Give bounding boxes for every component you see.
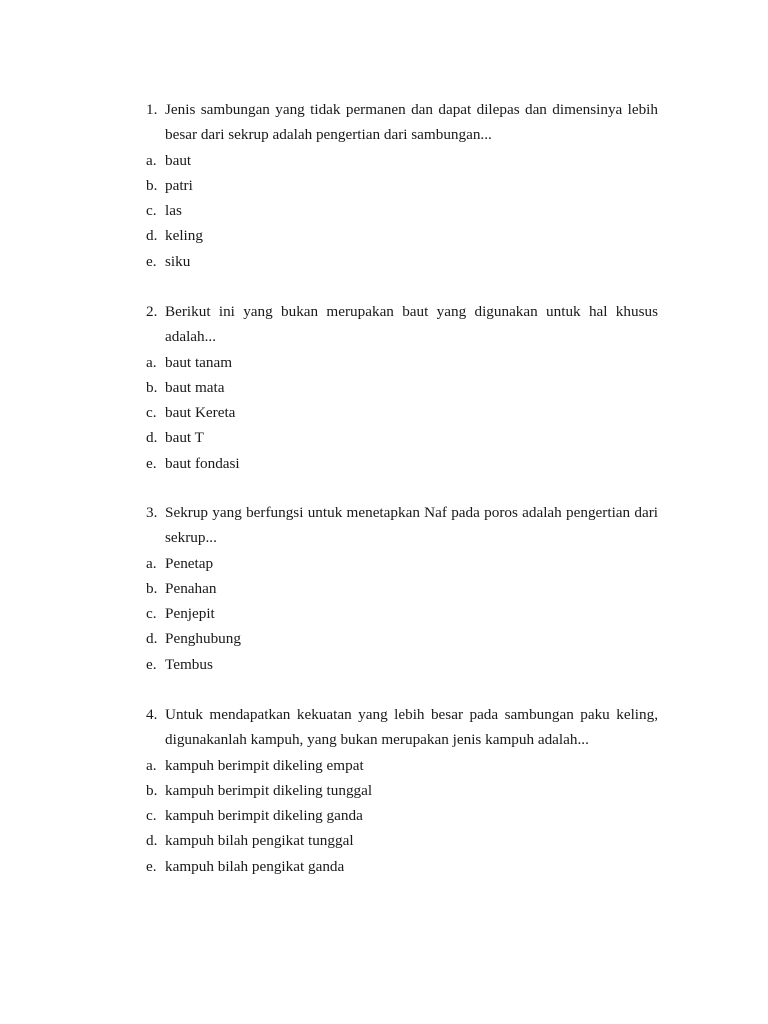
option-letter: b.: [146, 378, 158, 396]
option-letter: e.: [146, 857, 157, 875]
option-text: baut T: [165, 429, 204, 447]
option-b: [146, 778, 658, 803]
option-letter: b.: [146, 781, 158, 799]
option-text: kampuh bilah pengikat tunggal: [165, 832, 354, 850]
question-stem: Sekrup yang berfungsi untuk menetapkan Naf pada poros adalah pengertian dari sekrup...: [165, 504, 658, 547]
option-d: [146, 626, 658, 651]
option-b: [146, 576, 658, 601]
question-text: [146, 299, 658, 350]
option-text: kampuh berimpit dikeling ganda: [165, 807, 363, 825]
option-letter: a.: [146, 151, 157, 169]
option-text: baut mata: [165, 378, 225, 396]
option-d: [146, 828, 658, 853]
option-letter: b.: [146, 579, 158, 597]
option-a: [146, 753, 658, 778]
option-letter: a.: [146, 756, 157, 774]
option-d: [146, 223, 658, 248]
option-letter: b.: [146, 176, 158, 194]
option-a: [146, 551, 658, 576]
option-text: kampuh bilah pengikat ganda: [165, 857, 345, 875]
option-text: baut: [165, 151, 192, 169]
option-letter: e.: [146, 655, 157, 673]
option-letter: d.: [146, 227, 158, 245]
option-b: [146, 375, 658, 400]
option-text: siku: [165, 252, 191, 270]
option-letter: d.: [146, 429, 158, 447]
question-number: 1.: [146, 101, 158, 118]
option-letter: e.: [146, 252, 157, 270]
option-text: Penghubung: [165, 630, 241, 648]
option-text: Penetap: [165, 554, 214, 572]
question-2: [146, 299, 658, 476]
option-e: [146, 652, 658, 677]
option-c: [146, 601, 658, 626]
option-e: [146, 854, 658, 879]
question-4: [146, 702, 658, 879]
option-letter: e.: [146, 454, 157, 472]
question-3: [146, 500, 658, 677]
question-number: 3.: [146, 504, 158, 521]
option-letter: a.: [146, 353, 157, 371]
option-text: baut tanam: [165, 353, 233, 371]
option-e: [146, 249, 658, 274]
option-letter: c.: [146, 202, 157, 220]
option-a: [146, 350, 658, 375]
question-text: [146, 702, 658, 753]
option-letter: d.: [146, 832, 158, 850]
option-text: Tembus: [165, 655, 213, 673]
option-text: baut fondasi: [165, 454, 240, 472]
option-text: Penjepit: [165, 605, 215, 623]
option-a: [146, 148, 658, 173]
option-letter: a.: [146, 554, 157, 572]
option-letter: c.: [146, 807, 157, 825]
option-d: [146, 425, 658, 450]
option-text: baut Kereta: [165, 404, 236, 422]
question-stem: Jenis sambungan yang tidak permanen dan dapat dilepas dan dimensinya lebih besar dari sekrup adalah pengertian dari sambungan...: [165, 101, 658, 144]
question-number: 2.: [146, 303, 158, 320]
question-text: [146, 97, 658, 148]
question-text: [146, 500, 658, 551]
question-stem: Berikut ini yang bukan merupakan baut yang digunakan untuk hal khusus adalah...: [165, 303, 658, 346]
option-letter: c.: [146, 404, 157, 422]
option-letter: d.: [146, 630, 158, 648]
question-1: [146, 97, 658, 274]
option-b: [146, 173, 658, 198]
question-number: 4.: [146, 706, 158, 723]
option-text: kampuh berimpit dikeling empat: [165, 756, 364, 774]
option-c: [146, 198, 658, 223]
option-text: kampuh berimpit dikeling tunggal: [165, 781, 373, 799]
option-text: las: [165, 202, 182, 220]
option-text: patri: [165, 176, 193, 194]
option-text: Penahan: [165, 579, 217, 597]
option-letter: c.: [146, 605, 157, 623]
option-e: [146, 451, 658, 476]
option-text: keling: [165, 227, 203, 245]
option-c: [146, 400, 658, 425]
question-stem: Untuk mendapatkan kekuatan yang lebih besar pada sambungan paku keling, digunakanlah kampuh, yang bukan merupakan jenis kampuh adalah...: [165, 706, 658, 749]
option-c: [146, 803, 658, 828]
